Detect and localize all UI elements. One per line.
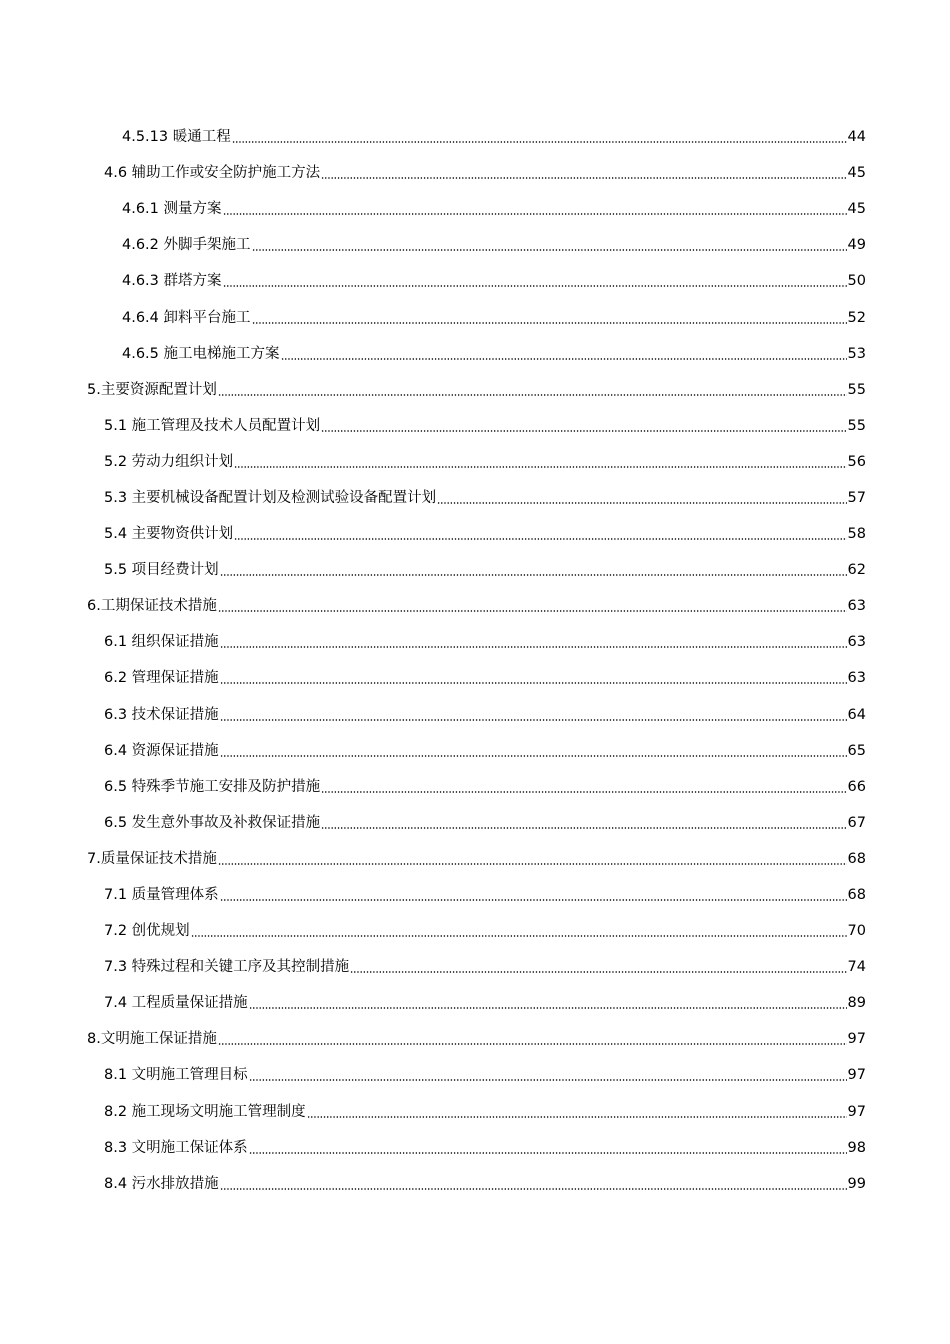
toc-entry-title: 6.5 特殊季节施工安排及防护措施: [104, 778, 321, 795]
toc-entry[interactable]: [104, 1166, 866, 1202]
toc-entry-title: 4.6.4 卸料平台施工: [122, 309, 251, 326]
toc-dot-leader: [234, 538, 846, 540]
toc-dot-leader: [220, 719, 847, 721]
toc-entry[interactable]: [87, 588, 866, 624]
toc-entry-title: 6.4 资源保证措施: [104, 742, 219, 759]
toc-dot-leader: [321, 827, 846, 829]
table-of-contents: [0, 119, 950, 1202]
toc-dot-leader: [223, 213, 847, 215]
toc-entry-title: 8.2 施工现场文明施工管理制度: [104, 1103, 306, 1120]
toc-entry-title: 4.5.13 暖通工程: [122, 129, 231, 146]
toc-dot-leader: [220, 574, 847, 576]
toc-dot-leader: [249, 1079, 847, 1081]
toc-entry-page: 98: [847, 1139, 866, 1156]
toc-dot-leader: [281, 358, 847, 360]
toc-entry[interactable]: [104, 1094, 866, 1130]
toc-entry-page: 89: [847, 995, 866, 1012]
toc-entry-title: 7.2 创优规划: [104, 923, 190, 940]
toc-dot-leader: [252, 322, 847, 324]
toc-entry[interactable]: [104, 444, 866, 480]
toc-entry-page: 44: [847, 129, 866, 146]
toc-entry-page: 45: [847, 165, 866, 182]
toc-dot-leader: [218, 394, 847, 396]
toc-entry[interactable]: [104, 624, 866, 660]
toc-entry[interactable]: [104, 697, 866, 733]
toc-entry-page: 74: [847, 959, 866, 976]
toc-dot-leader: [232, 141, 847, 143]
toc-entry[interactable]: [104, 552, 866, 588]
toc-entry-title: 4.6.1 测量方案: [122, 201, 222, 218]
toc-entry-page: 49: [847, 237, 866, 254]
toc-entry[interactable]: [104, 1130, 866, 1166]
toc-entry-title: 7.质量保证技术措施: [87, 850, 217, 867]
toc-entry-page: 53: [847, 345, 866, 362]
toc-entry-title: 5.4 主要物资供计划: [104, 526, 234, 543]
toc-entry[interactable]: [122, 299, 866, 335]
toc-entry-title: 6.2 管理保证措施: [104, 670, 219, 687]
toc-entry[interactable]: [122, 263, 866, 299]
toc-entry-title: 5.主要资源配置计划: [87, 381, 217, 398]
toc-dot-leader: [220, 755, 847, 757]
toc-entry[interactable]: [104, 985, 866, 1021]
toc-entry-page: 62: [847, 562, 866, 579]
toc-entry-page: 68: [847, 887, 866, 904]
toc-dot-leader: [220, 899, 847, 901]
toc-entry-page: 99: [847, 1175, 866, 1192]
toc-dot-leader: [321, 791, 846, 793]
toc-entry[interactable]: [104, 480, 866, 516]
toc-dot-leader: [249, 1007, 847, 1009]
toc-dot-leader: [218, 1043, 847, 1045]
toc-entry-title: 5.5 项目经费计划: [104, 562, 219, 579]
toc-dot-leader: [350, 971, 846, 973]
toc-dot-leader: [437, 502, 846, 504]
toc-entry[interactable]: [104, 408, 866, 444]
toc-entry[interactable]: [104, 733, 866, 769]
toc-entry[interactable]: [104, 877, 866, 913]
toc-entry-page: 55: [847, 381, 866, 398]
toc-entry-page: 64: [847, 706, 866, 723]
toc-entry-page: 55: [847, 417, 866, 434]
toc-entry[interactable]: [104, 949, 866, 985]
toc-entry-title: 6.工期保证技术措施: [87, 598, 217, 615]
toc-entry-title: 7.3 特殊过程和关键工序及其控制措施: [104, 959, 350, 976]
toc-entry-page: 52: [847, 309, 866, 326]
toc-entry-page: 58: [847, 526, 866, 543]
toc-entry-page: 70: [847, 923, 866, 940]
toc-entry[interactable]: [122, 119, 866, 155]
toc-entry-page: 67: [847, 814, 866, 831]
toc-entry[interactable]: [122, 227, 866, 263]
toc-entry-page: 63: [847, 598, 866, 615]
toc-dot-leader: [321, 430, 846, 432]
toc-entry[interactable]: [122, 336, 866, 372]
toc-entry[interactable]: [104, 660, 866, 696]
toc-dot-leader: [220, 1188, 847, 1190]
toc-entry[interactable]: [122, 191, 866, 227]
toc-entry-title: 6.5 发生意外事故及补救保证措施: [104, 814, 321, 831]
toc-dot-leader: [218, 863, 847, 865]
toc-entry-page: 66: [847, 778, 866, 795]
toc-dot-leader: [252, 249, 847, 251]
toc-entry-title: 7.1 质量管理体系: [104, 887, 219, 904]
toc-entry-title: 8.文明施工保证措施: [87, 1031, 217, 1048]
toc-entry-page: 63: [847, 634, 866, 651]
toc-entry-page: 45: [847, 201, 866, 218]
toc-entry[interactable]: [104, 516, 866, 552]
toc-entry[interactable]: [104, 1057, 866, 1093]
toc-entry-title: 5.2 劳动力组织计划: [104, 453, 234, 470]
toc-dot-leader: [234, 466, 846, 468]
toc-entry-page: 56: [847, 453, 866, 470]
toc-dot-leader: [307, 1116, 847, 1118]
toc-entry[interactable]: [104, 913, 866, 949]
toc-entry[interactable]: [104, 155, 866, 191]
toc-entry[interactable]: [87, 372, 866, 408]
toc-entry-title: 4.6.2 外脚手架施工: [122, 237, 251, 254]
toc-entry-title: 8.3 文明施工保证体系: [104, 1139, 248, 1156]
toc-entry[interactable]: [87, 841, 866, 877]
toc-dot-leader: [191, 935, 847, 937]
toc-dot-leader: [249, 1152, 847, 1154]
toc-entry-title: 6.1 组织保证措施: [104, 634, 219, 651]
toc-entry[interactable]: [87, 1021, 866, 1057]
toc-entry-title: 4.6.5 施工电梯施工方案: [122, 345, 280, 362]
toc-entry-title: 4.6.3 群塔方案: [122, 273, 222, 290]
toc-entry-page: 57: [847, 489, 866, 506]
toc-dot-leader: [220, 682, 847, 684]
toc-entry-title: 8.1 文明施工管理目标: [104, 1067, 248, 1084]
toc-entry[interactable]: [104, 805, 866, 841]
toc-entry-title: 5.3 主要机械设备配置计划及检测试验设备配置计划: [104, 489, 437, 506]
toc-entry-page: 97: [847, 1103, 866, 1120]
toc-dot-leader: [223, 285, 847, 287]
toc-dot-leader: [321, 177, 846, 179]
toc-entry-page: 50: [847, 273, 866, 290]
toc-entry-title: 8.4 污水排放措施: [104, 1175, 219, 1192]
toc-entry-page: 97: [847, 1031, 866, 1048]
toc-entry-page: 65: [847, 742, 866, 759]
toc-entry-page: 68: [847, 850, 866, 867]
toc-entry-title: 6.3 技术保证措施: [104, 706, 219, 723]
toc-entry-page: 97: [847, 1067, 866, 1084]
toc-entry-title: 5.1 施工管理及技术人员配置计划: [104, 417, 321, 434]
toc-dot-leader: [218, 610, 847, 612]
toc-entry-title: 7.4 工程质量保证措施: [104, 995, 248, 1012]
toc-dot-leader: [220, 646, 847, 648]
toc-entry-page: 63: [847, 670, 866, 687]
toc-entry-title: 4.6 辅助工作或安全防护施工方法: [104, 165, 321, 182]
toc-entry[interactable]: [104, 769, 866, 805]
